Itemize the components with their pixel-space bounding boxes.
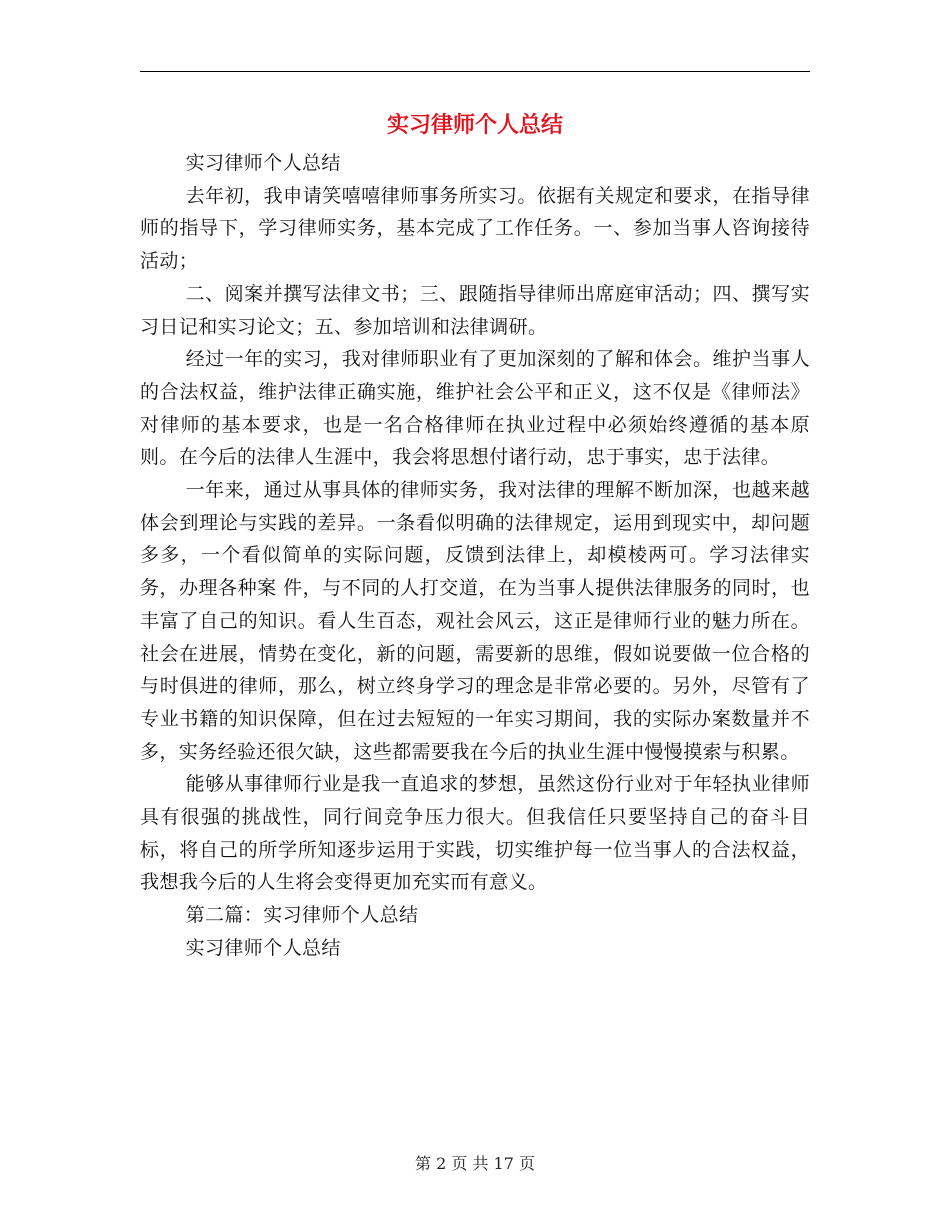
paragraph-intro: 去年初，我申请笑嘻嘻律师事务所实习。依据有关规定和要求，在指导律师的指导下，学习律师实务，基本完成了工作任务。一、参加当事人咨询接待活动； — [140, 184, 810, 273]
paragraph-section-two: 第二篇：实习律师个人总结 — [185, 904, 419, 927]
document-title: 实习律师个人总结 — [386, 113, 563, 138]
paragraph-dream: 能够从事律师行业是我一直追求的梦想，虽然这份行业对于年轻执业律师具有很强的挑战性，同行间竞争压力很大。但我信任只要坚持自己的奋斗目标，将自己的所学所知逐步运用于实践，切实维护每一位当事人的合法权益，我想我今后的人生将会变得更加充实而有意义。 — [140, 773, 810, 894]
document-body — [140, 147, 810, 965]
paragraph-tasks: 二、阅案并撰写法律文书；三、跟随指导律师出席庭审活动；四、撰写实习日记和实习论文；五、参加培训和法律调研。 — [140, 282, 810, 338]
paragraph-experience: 经过一年的实习，我对律师职业有了更加深刻的了解和体会。维护当事人的合法权益，维护法律正确实施，维护社会公平和正义，这不仅是《律师法》对律师的基本要求，也是一名合格律师在执业过程中必须始终遵循的基本原则。在今后的法律人生涯中，我会将思想付诸行动，忠于事实，忠于法律。 — [140, 348, 810, 469]
paragraph-section-two-subtitle: 实习律师个人总结 — [185, 936, 341, 959]
header-rule — [140, 71, 810, 72]
paragraph-practice: 一年来，通过从事具体的律师实务，我对法律的理解不断加深，也越来越体会到理论与实践的差异。一条看似明确的法律规定，运用到现实中，却问题多多，一个看似简单的实际问题，反馈到法律上，却模棱两可。学习法律实务，办理各种案 件，与不同的人打交道，在为当事人提供法律服务的同时，也丰富了自己的知识。看人生百态，观社会风云，这正是律师行业的魅力所在。社会在进展，情势在变化，新的问题，需要新的思维，假如说要做一位合格的与时俱进的律师，那么，树立终身学习的理念是非常必要的。另外，尽管有了专业书籍的知识保障，但在过去短短的一年实习期间，我的实际办案数量并不多，实务经验还很欠缺，这些都需要我在今后的执业生涯中慢慢摸索与积累。 — [140, 479, 810, 763]
page-number: 第 2 页 共 17 页 — [415, 1154, 535, 1173]
paragraph-subtitle: 实习律师个人总结 — [185, 152, 341, 174]
